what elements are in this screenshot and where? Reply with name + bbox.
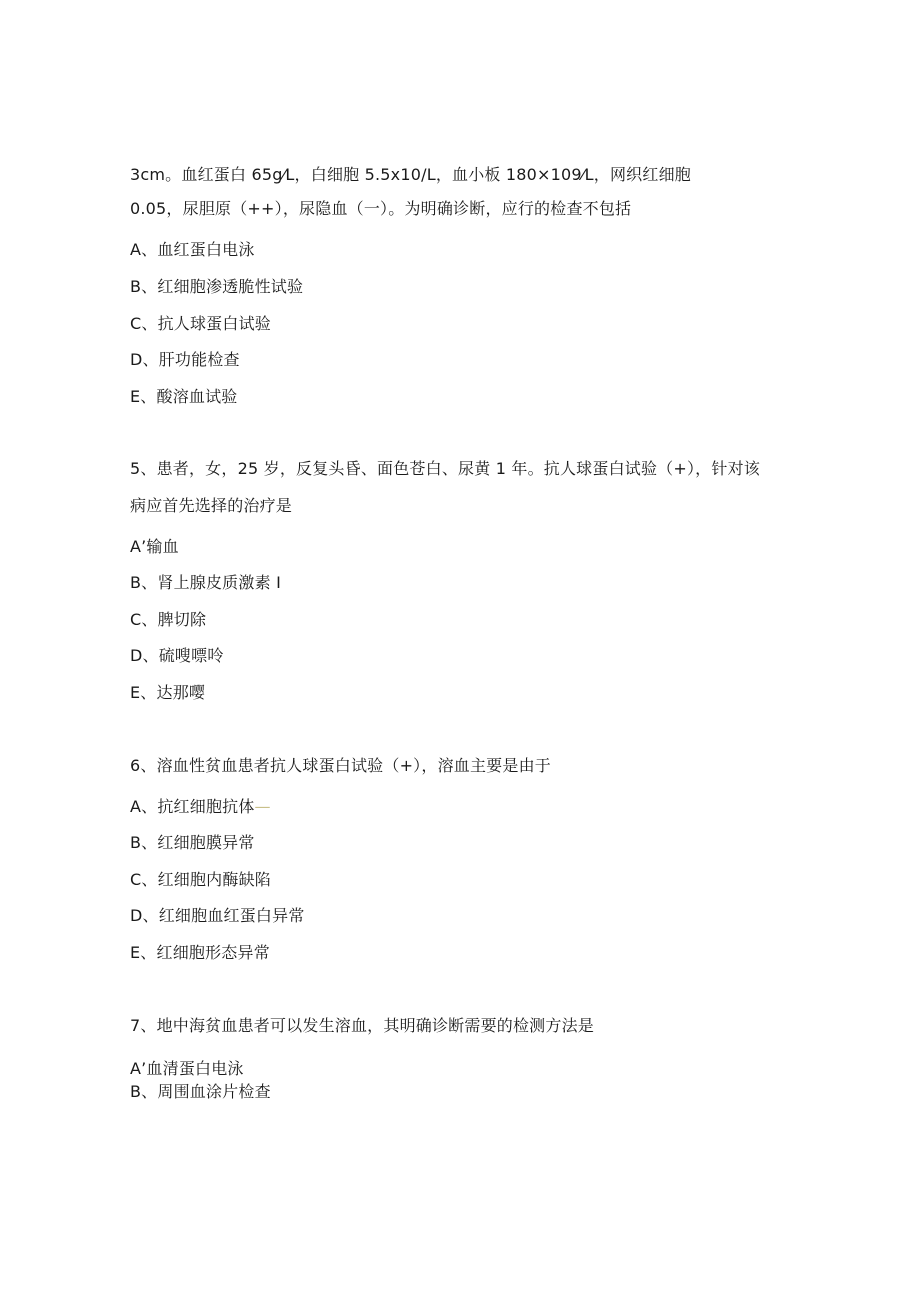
q6-option-b: B、红细胞膜异常 [130, 833, 255, 852]
q7-option-a: A’血清蛋白电泳 [130, 1059, 244, 1078]
q4-option-b: B、红细胞渗透脆性试验 [130, 277, 304, 296]
q6-option-a [130, 797, 271, 817]
q6-stem: 6、溶血性贫血患者抗人球蛋白试验（+），溶血主要是由于 [130, 756, 551, 775]
q5-option-b: B、肾上腺皮质激素 I [130, 573, 281, 592]
q4-option-e: E、酸溶血试验 [130, 387, 238, 406]
q5-option-a: A’输血 [130, 537, 179, 556]
q4-option-c: C、抗人球蛋白试验 [130, 314, 271, 333]
q5-option-d: D、硫嗖嘌呤 [130, 646, 224, 665]
q4-stem-line-1: 3cm。血红蛋白 65g⁄L，白细胞 5.5x10/L，血小板 180×109⁄L，网织红细胞 [130, 165, 691, 184]
q6-option-a-mark: — [254, 797, 271, 816]
q6-option-d: D、红细胞血红蛋白异常 [130, 906, 305, 925]
q5-stem-line-2: 病应首先选择的治疗是 [130, 496, 293, 515]
q7-stem: 7、地中海贫血患者可以发生溶血，其明确诊断需要的检测方法是 [130, 1016, 594, 1035]
q6-option-a-text: A、抗红细胞抗体 [130, 797, 255, 816]
q5-option-c: C、脾切除 [130, 610, 207, 629]
q4-option-d: D、肝功能检查 [130, 350, 240, 369]
q6-option-c: C、红细胞内酶缺陷 [130, 870, 271, 889]
q5-stem-line-1: 5、患者，女，25 岁，反复头昏、面色苍白、尿黄 1 年。抗人球蛋白试验（+），针对该 [130, 459, 760, 478]
q4-option-a: A、血红蛋白电泳 [130, 240, 255, 259]
q7-option-b: B、周围血涂片检查 [130, 1082, 271, 1101]
q6-option-e: E、红细胞形态异常 [130, 943, 270, 962]
q4-stem-line-2: 0.05，尿胆原（++），尿隐血（一）。为明确诊断，应行的检查不包括 [130, 199, 632, 218]
q5-option-e: E、达那嘤 [130, 683, 206, 702]
